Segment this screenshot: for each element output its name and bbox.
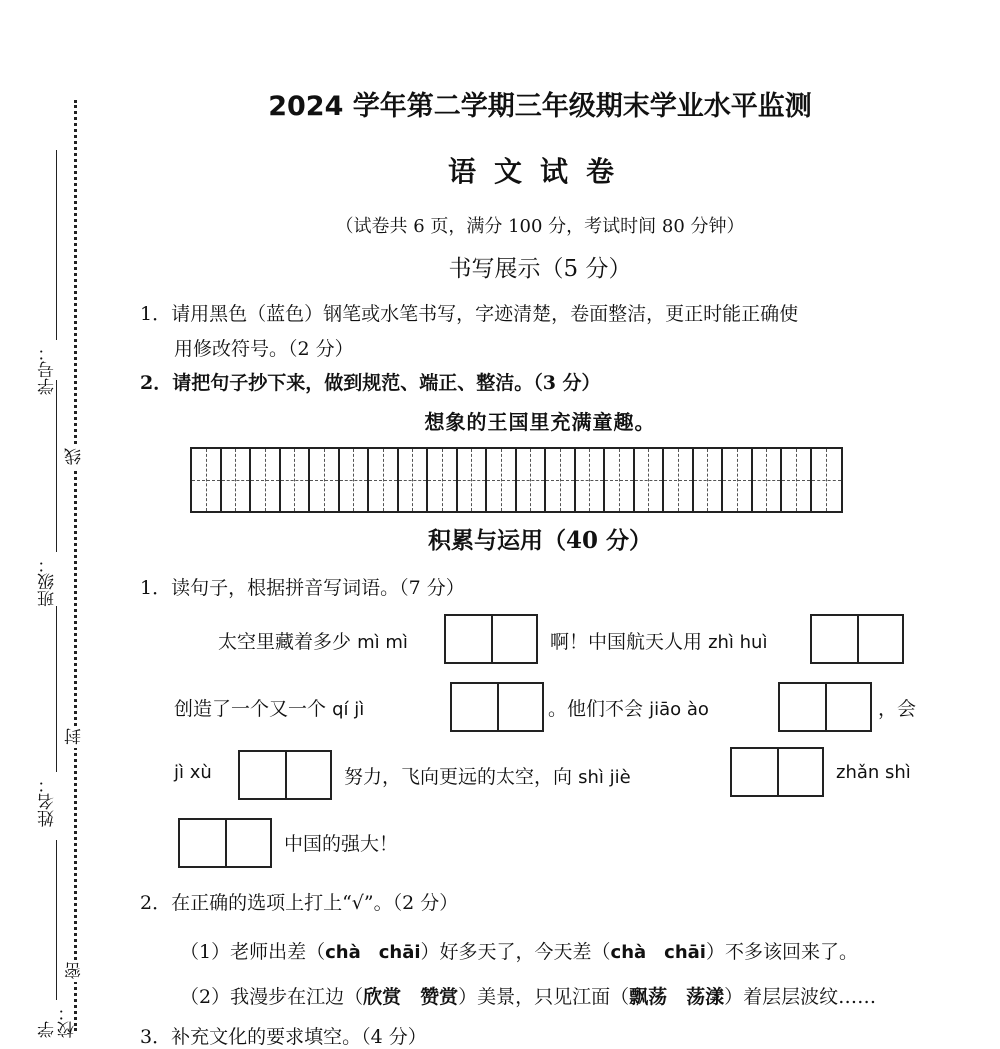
grid-cell[interactable] bbox=[635, 449, 665, 511]
option-chachai-1[interactable]: chà chāi bbox=[325, 942, 421, 963]
writing-q2: 2．请把句子抄下来，做到规范、端正、整洁。（3 分） bbox=[140, 372, 601, 394]
option-xinshang-zanshang[interactable]: 欣赏 赞赏 bbox=[363, 986, 459, 1008]
grid-cell[interactable] bbox=[310, 449, 340, 511]
class-line[interactable] bbox=[56, 380, 57, 552]
grid-cell[interactable] bbox=[517, 449, 547, 511]
grid-cell[interactable] bbox=[782, 449, 812, 511]
school-line[interactable] bbox=[56, 840, 57, 1000]
seal-mark-mi: 密 bbox=[64, 960, 86, 982]
grid-cell[interactable] bbox=[576, 449, 606, 511]
writing-q1-line1: 1．请用黑色（蓝色）钢笔或水笔书写，字迹清楚，卷面整洁，更正时能正确使 bbox=[140, 303, 799, 325]
grid-cell[interactable] bbox=[251, 449, 281, 511]
option-piaodang-dangyang[interactable]: 飘荡 荡漾 bbox=[629, 986, 725, 1008]
pinyin-shijie: shì jiè bbox=[578, 767, 631, 788]
grid-cell[interactable] bbox=[812, 449, 842, 511]
pinyin-zhihui: zhì huì bbox=[708, 632, 768, 653]
pinyin-sentence-3a: 努力，飞向更远的太空，向 shì jiè bbox=[344, 766, 631, 788]
exam-note: （试卷共 6 页，满分 100 分，考试时间 80 分钟） bbox=[335, 216, 745, 237]
q2-item-1: （1）老师出差（chà chāi）好多天了，今天差（chà chāi）不多该回来了。 bbox=[180, 941, 858, 963]
pinyin-jiaoao: jiāo ào bbox=[649, 699, 709, 720]
grid-cell[interactable] bbox=[664, 449, 694, 511]
grid-cell[interactable] bbox=[694, 449, 724, 511]
grid-cell[interactable] bbox=[281, 449, 311, 511]
answer-box-jiaoao[interactable] bbox=[778, 682, 872, 732]
dotted-cut-line bbox=[74, 100, 77, 1031]
name-line[interactable] bbox=[56, 606, 57, 772]
grid-cell[interactable] bbox=[369, 449, 399, 511]
answer-box-zhanshi[interactable] bbox=[178, 818, 272, 868]
accum-q2: 2．在正确的选项上打上“√”。（2 分） bbox=[140, 892, 459, 914]
grid-cell[interactable] bbox=[428, 449, 458, 511]
name-label: 姓名： bbox=[38, 776, 58, 827]
answer-box-shijie[interactable] bbox=[730, 747, 824, 797]
accum-q3-partial: 3．补充文化的要求填空。（4 分） bbox=[140, 1026, 427, 1048]
exam-subtitle: 语文试卷 bbox=[447, 155, 632, 188]
grid-cell[interactable] bbox=[605, 449, 635, 511]
grid-cell[interactable] bbox=[222, 449, 252, 511]
pinyin-qiji: qí jì bbox=[332, 699, 365, 720]
pinyin-sentence-1b: 啊！中国航天人用 zhì huì bbox=[550, 631, 768, 653]
section-accumulation-heading: 积累与运用（40 分） bbox=[427, 527, 652, 554]
seal-mark-feng: 封 bbox=[64, 726, 86, 748]
option-chachai-2[interactable]: chà chāi bbox=[610, 942, 706, 963]
writing-q1-line2: 用修改符号。（2 分） bbox=[174, 338, 354, 360]
pinyin-zhanshi: zhǎn shì bbox=[836, 762, 911, 783]
pinyin-sentence-2b: 。他们不会 jiāo ào bbox=[548, 698, 709, 720]
student-id-label: 学号： bbox=[38, 344, 58, 395]
grid-cell[interactable] bbox=[399, 449, 429, 511]
student-id-line[interactable] bbox=[56, 150, 57, 340]
answer-box-mimi[interactable] bbox=[444, 614, 538, 664]
binding-margin bbox=[0, 0, 110, 1038]
answer-box-qiji[interactable] bbox=[450, 682, 544, 732]
section-writing-heading: 书写展示（5 分） bbox=[448, 256, 632, 282]
grid-cell[interactable] bbox=[546, 449, 576, 511]
pinyin-sentence-2c: ，会 bbox=[878, 698, 917, 720]
answer-box-zhihui[interactable] bbox=[810, 614, 904, 664]
seal-mark-xian: 线 bbox=[64, 446, 86, 468]
exam-title: 2024 学年第二学期三年级期末学业水平监测 bbox=[268, 91, 812, 122]
accum-q1: 1．读句子，根据拼音写词语。（7 分） bbox=[140, 577, 465, 599]
q2-item-2: （2）我漫步在江边（欣赏 赞赏）美景，只见江面（飘荡 荡漾）着层层波纹…… bbox=[180, 986, 877, 1008]
class-label: 班级： bbox=[38, 556, 58, 607]
grid-cell[interactable] bbox=[192, 449, 222, 511]
pinyin-sentence-1a: 太空里藏着多少 mì mì bbox=[218, 631, 408, 653]
grid-cell[interactable] bbox=[753, 449, 783, 511]
answer-box-jixu[interactable] bbox=[238, 750, 332, 800]
grid-cell[interactable] bbox=[487, 449, 517, 511]
school-label: 学校： bbox=[38, 1004, 78, 1038]
copy-sentence: 想象的王国里充满童趣。 bbox=[424, 410, 656, 434]
pinyin-sentence-2a: 创造了一个又一个 qí jì bbox=[174, 698, 365, 720]
pinyin-jixu: jì xù bbox=[174, 762, 212, 783]
grid-cell[interactable] bbox=[458, 449, 488, 511]
pinyin-sentence-4: 中国的强大！ bbox=[284, 833, 399, 855]
grid-cell[interactable] bbox=[723, 449, 753, 511]
grid-cell[interactable] bbox=[340, 449, 370, 511]
pinyin-mimi: mì mì bbox=[357, 632, 408, 653]
writing-grid[interactable] bbox=[190, 447, 843, 513]
